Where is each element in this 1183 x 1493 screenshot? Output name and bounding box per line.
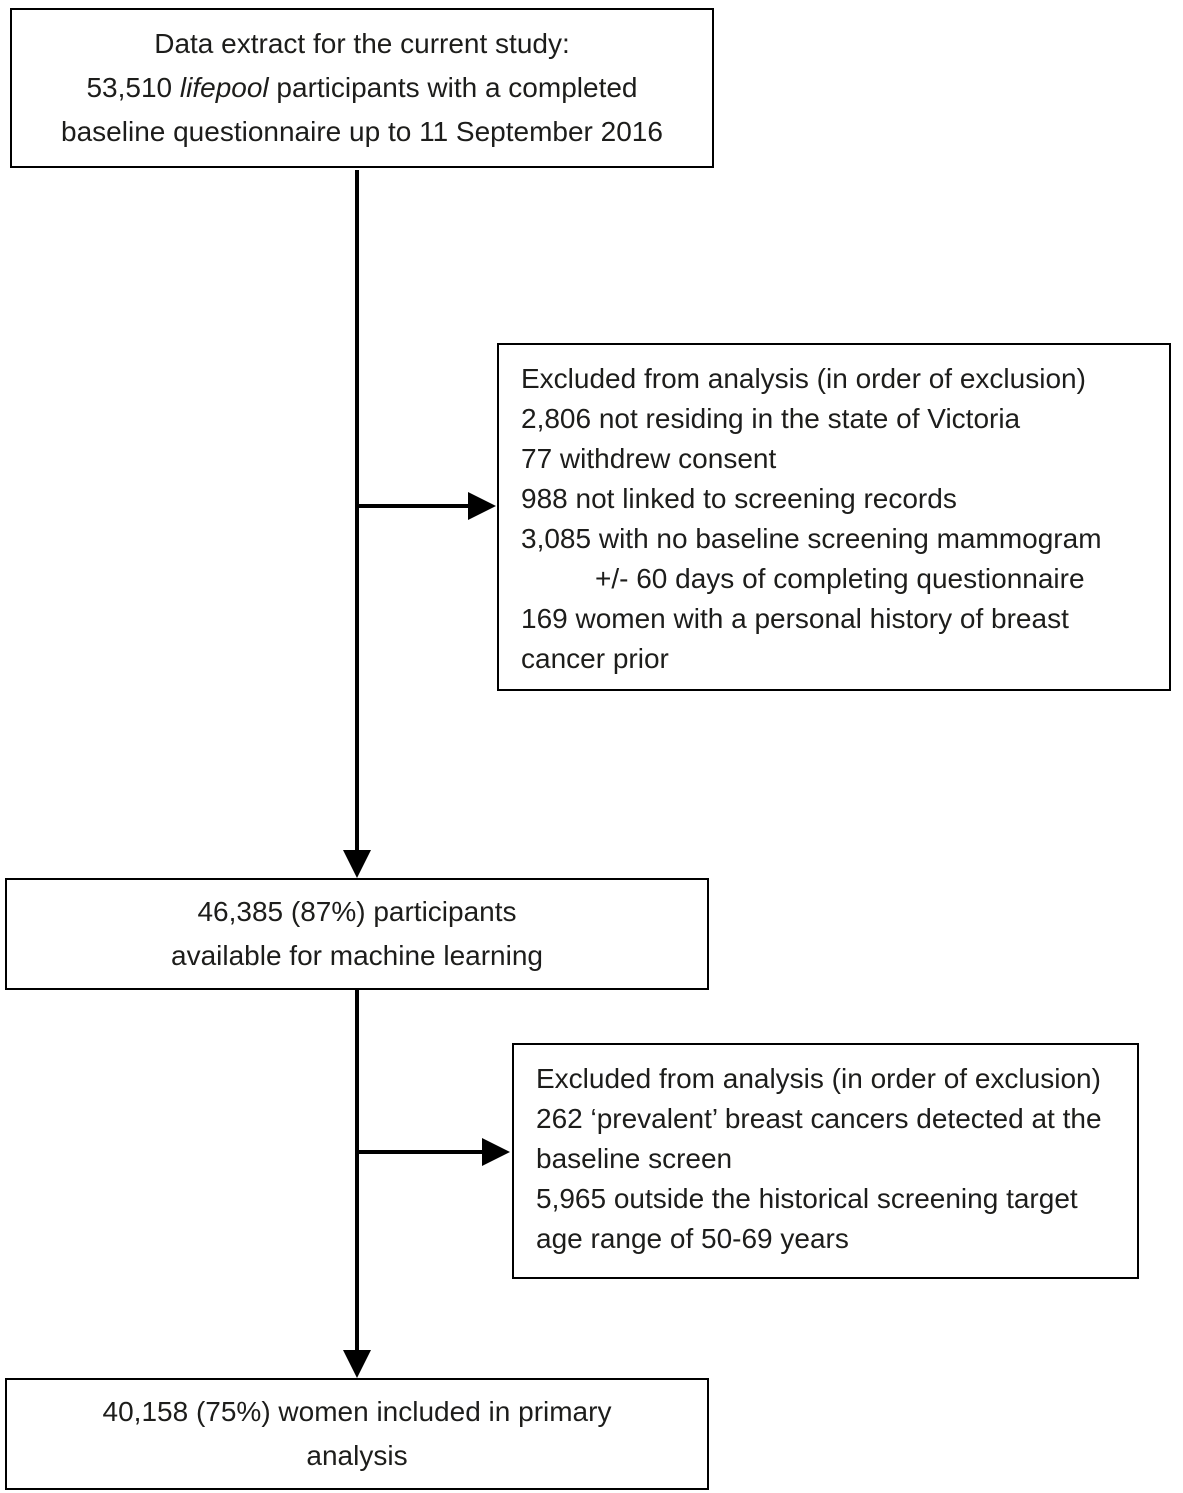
machine-learning-line1: 46,385 (87%) participants [197, 896, 517, 927]
exclusion2-item: 5,965 outside the historical screening target age range of 50-69 years [536, 1183, 1078, 1254]
machine-learning-line2: available for machine learning [171, 940, 543, 971]
data-extract-line2-post: participants with a completed [268, 72, 638, 103]
arrowhead-right-2 [482, 1138, 510, 1166]
data-extract-line3: baseline questionnaire up to 11 September 2016 [61, 116, 663, 147]
exclusion2-title: Excluded from analysis (in order of exclusion) [536, 1063, 1101, 1094]
exclusion1-title: Excluded from analysis (in order of exclusion) [521, 363, 1086, 394]
data-extract-line2-pre: 53,510 [86, 72, 180, 103]
data-extract-line1: Data extract for the current study: [154, 28, 570, 59]
arrowhead-right-1 [468, 492, 496, 520]
arrowhead-down-2 [343, 1350, 371, 1378]
flow-box-exclusion-1 [497, 343, 1171, 691]
arrow-line-vertical-1 [355, 170, 359, 852]
arrow-line-vertical-2 [355, 990, 359, 1352]
exclusion2-item: 262 ‘prevalent’ breast cancers detected at the baseline screen [536, 1103, 1102, 1174]
arrow-line-horizontal-2 [357, 1150, 484, 1154]
flow-box-exclusion-2 [512, 1043, 1139, 1279]
exclusion1-item: 3,085 with no baseline screening mammogram [521, 523, 1102, 554]
flow-box-machine-learning [5, 878, 709, 990]
flow-box-primary-analysis [5, 1378, 709, 1490]
exclusion1-item: 988 not linked to screening records [521, 483, 957, 514]
data-extract-line2 [86, 66, 637, 110]
arrowhead-down-1 [343, 850, 371, 878]
primary-analysis-line2: analysis [306, 1440, 408, 1471]
arrow-line-horizontal-1 [357, 504, 470, 508]
exclusion1-item: 169 women with a personal history of breast cancer prior [521, 603, 1069, 674]
exclusion1-item: 2,806 not residing in the state of Victoria [521, 403, 1021, 434]
flow-box-data-extract [10, 8, 714, 168]
exclusion1-item: 77 withdrew consent [521, 443, 777, 474]
lifepool-italic: lifepool [179, 72, 269, 103]
primary-analysis-line1: 40,158 (75%) women included in primary [102, 1396, 612, 1427]
exclusion1-item-indented: +/- 60 days of completing questionnaire [595, 563, 1085, 594]
